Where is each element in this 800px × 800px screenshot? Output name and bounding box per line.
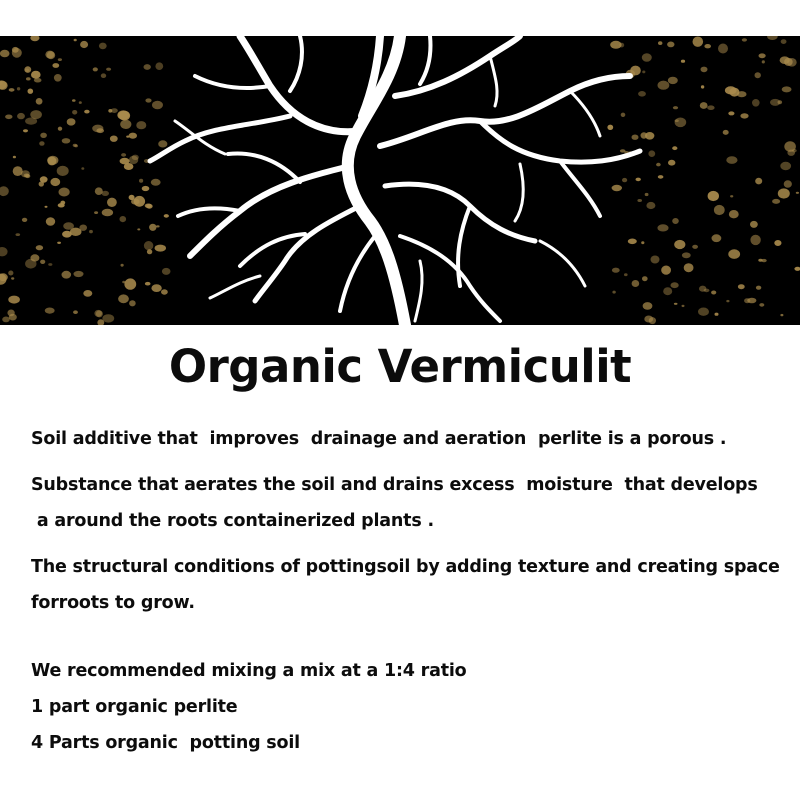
speckle-dot <box>792 149 797 153</box>
speckle-dot <box>672 218 679 224</box>
description-line-2: Substance that aerates the soil and drains excess moisture that develops <box>31 475 758 495</box>
speckle-dot <box>0 273 8 281</box>
speckle-dot <box>15 233 20 236</box>
speckle-dot <box>638 91 646 97</box>
speckle-dot <box>62 271 72 279</box>
speckle-dot <box>612 185 622 191</box>
speckle-dot <box>794 267 800 271</box>
speckle-dot <box>784 180 792 188</box>
speckle-dot <box>759 303 764 307</box>
speckle-dot <box>147 249 152 254</box>
speckle-dot <box>94 211 98 214</box>
speckle-dot <box>17 113 25 119</box>
speckle-dot <box>107 198 117 207</box>
speckle-dot <box>31 71 41 79</box>
speckle-dot <box>726 300 729 302</box>
roots-banner-image <box>0 36 800 325</box>
speckle-dot <box>675 118 687 128</box>
speckle-dot <box>780 162 791 170</box>
speckle-dot <box>101 73 106 78</box>
speckle-dot <box>158 140 167 147</box>
speckle-dot <box>28 89 34 94</box>
speckle-dot <box>106 68 111 71</box>
speckle-dot <box>707 105 714 110</box>
speckle-dot <box>620 149 626 152</box>
speckle-dot <box>673 106 678 109</box>
speckle-dot <box>155 245 166 252</box>
speckle-dot <box>0 186 9 196</box>
speckle-dot <box>80 41 88 48</box>
speckle-dot <box>13 156 16 159</box>
speckle-dot <box>144 64 151 70</box>
speckle-dot <box>30 36 39 41</box>
speckle-dot <box>780 314 783 316</box>
speckle-dot <box>111 108 118 113</box>
speckle-dot <box>67 118 76 125</box>
speckle-dot <box>780 56 790 64</box>
speckle-dot <box>698 308 709 316</box>
speckle-dot <box>668 160 675 166</box>
speckle-dot <box>2 317 10 323</box>
speckle-dot <box>675 119 679 122</box>
mix-ratio-line-soil: 4 Parts organic potting soil <box>31 733 300 753</box>
speckle-dot <box>756 286 761 290</box>
speckle-dot <box>13 166 23 176</box>
speckle-dot <box>132 155 139 160</box>
speckle-dot <box>57 242 61 244</box>
speckle-dot <box>47 156 58 165</box>
page-title: Organic Vermiculit <box>168 340 632 393</box>
speckle-dot <box>139 179 143 183</box>
recommendation-line: We recommended mixing a mix at a 1:4 ratio <box>31 661 467 681</box>
speckle-dot <box>89 230 93 233</box>
speckle-dot <box>622 178 627 182</box>
speckle-dot <box>667 42 674 48</box>
speckle-dot <box>772 199 780 204</box>
speckle-dot <box>7 310 14 317</box>
speckle-dot <box>692 245 698 249</box>
speckle-dot <box>120 120 131 129</box>
speckle-dot <box>45 206 48 208</box>
speckle-dot <box>121 264 124 267</box>
speckle-dot <box>81 167 84 170</box>
speckle-dot <box>708 191 719 201</box>
speckle-dot <box>99 43 107 50</box>
speckle-dot <box>94 310 102 317</box>
speckle-dot <box>725 86 737 94</box>
speckle-dot <box>657 224 668 231</box>
speckle-dot <box>36 245 43 250</box>
speckle-dot <box>155 62 163 70</box>
speckle-dot <box>712 234 722 242</box>
speckle-dot <box>84 110 89 114</box>
speckle-dot <box>52 63 59 68</box>
speckle-dot <box>704 44 711 48</box>
speckle-dot <box>636 178 641 182</box>
speckle-dot <box>60 201 65 205</box>
speckle-dot <box>658 41 662 45</box>
speckle-dot <box>25 259 36 269</box>
speckle-dot <box>651 256 660 264</box>
speckle-dot <box>759 53 766 58</box>
speckle-dot <box>79 101 82 104</box>
speckle-dot <box>624 273 628 276</box>
speckle-dot <box>642 53 652 62</box>
speckle-dot <box>162 268 171 275</box>
speckle-dot <box>129 300 136 306</box>
speckle-dot <box>102 314 114 322</box>
speckle-dot <box>72 99 76 102</box>
speckle-dot <box>70 228 82 236</box>
speckle-dot <box>58 58 62 61</box>
speckle-dot <box>728 249 740 259</box>
speckle-dot <box>728 111 734 115</box>
speckle-dot <box>137 228 140 230</box>
speckle-dot <box>0 247 8 256</box>
speckle-dot <box>701 85 704 88</box>
speckle-dot <box>22 218 27 222</box>
speckle-dot <box>699 286 706 292</box>
speckle-dot <box>761 259 766 262</box>
speckle-dot <box>50 178 60 186</box>
speckle-dot <box>12 48 22 58</box>
speckle-dot <box>730 195 733 197</box>
speckle-dot <box>152 101 163 110</box>
speckle-dot <box>612 291 615 294</box>
speckle-dot <box>129 133 137 139</box>
speckle-dot <box>5 115 12 120</box>
speckle-dot <box>54 74 62 82</box>
speckle-dot <box>57 166 69 176</box>
speckle-dot <box>738 284 745 289</box>
speckle-dot <box>151 179 161 186</box>
speckle-dot <box>700 102 708 109</box>
speckle-dot <box>755 72 761 78</box>
roots-illustration <box>0 36 800 325</box>
speckle-dot <box>40 260 45 264</box>
speckle-dot <box>782 86 792 92</box>
speckle-dot <box>645 132 654 140</box>
speckle-dot <box>121 153 126 157</box>
speckle-dot <box>718 44 728 54</box>
speckle-dot <box>796 192 799 194</box>
speckle-dot <box>672 146 677 150</box>
speckle-dot <box>122 281 125 284</box>
speckle-dot <box>682 305 685 307</box>
speckle-dot <box>774 240 781 246</box>
description-line-5: forroots to grow. <box>31 593 195 613</box>
speckle-dot <box>641 241 644 244</box>
speckle-dot <box>619 43 624 48</box>
description-line-3: a around the roots containerized plants . <box>31 511 434 531</box>
speckle-dot <box>643 302 653 310</box>
speckle-dot <box>701 67 708 73</box>
speckle-dot <box>110 136 118 142</box>
speckle-dot <box>656 163 661 167</box>
speckle-dot <box>102 209 113 217</box>
speckle-dot <box>681 60 685 63</box>
speckle-dot <box>74 271 84 277</box>
speckle-dot <box>607 125 613 130</box>
speckle-dot <box>645 193 649 196</box>
speckle-dot <box>30 110 42 119</box>
speckle-dot <box>134 196 145 207</box>
root-branches <box>150 36 640 325</box>
speckle-dot <box>156 225 160 227</box>
speckle-dot <box>644 316 653 323</box>
speckle-dot <box>632 280 640 287</box>
speckle-dot <box>62 138 71 143</box>
speckle-dot <box>149 224 156 231</box>
mix-ratio-line-perlite: 1 part organic perlite <box>31 697 238 717</box>
speckle-dot <box>118 294 129 303</box>
speckle-dot <box>145 204 152 209</box>
speckle-dot <box>750 221 758 228</box>
speckle-dot <box>9 88 15 92</box>
speckle-dot <box>151 284 161 292</box>
speckle-dot <box>729 210 739 218</box>
speckle-dot <box>642 71 645 74</box>
speckle-dot <box>693 37 704 47</box>
speckle-dot <box>136 121 146 129</box>
speckle-dot <box>646 202 655 209</box>
speckle-dot <box>83 290 92 297</box>
speckle-dot <box>144 241 153 250</box>
speckle-dot <box>129 195 135 200</box>
speckle-dot <box>34 78 42 83</box>
speckle-dot <box>750 235 760 245</box>
speckle-dot <box>161 289 168 294</box>
speckle-dot <box>46 217 55 226</box>
speckle-dot <box>8 271 13 276</box>
speckle-dot <box>8 296 20 304</box>
speckle-dot <box>36 98 43 105</box>
description-line-1: Soil additive that improves drainage and aeration perlite is a porous . <box>31 429 727 449</box>
speckle-dot <box>661 266 671 275</box>
speckle-dot <box>142 186 150 191</box>
speckle-dot <box>682 252 691 258</box>
speckle-dot <box>72 110 77 115</box>
speckle-dot <box>747 298 756 304</box>
speckle-dot <box>48 263 52 266</box>
speckle-dot <box>39 181 44 186</box>
speckle-dot <box>674 240 685 249</box>
speckle-dot <box>124 278 136 289</box>
speckle-dot <box>762 60 765 63</box>
speckle-dot <box>164 214 169 218</box>
speckle-dot <box>671 282 679 288</box>
speckle-dot <box>11 277 14 279</box>
speckle-dot <box>663 287 672 295</box>
speckle-dot <box>74 39 77 42</box>
speckle-dot <box>93 67 98 71</box>
speckle-dot <box>668 77 678 84</box>
speckle-dot <box>658 81 670 90</box>
speckle-dot <box>92 125 103 133</box>
speckle-dot <box>755 178 762 185</box>
speckle-dot <box>648 150 655 157</box>
speckle-dot <box>742 38 747 41</box>
speckle-dot <box>723 130 729 135</box>
speckle-dot <box>711 291 716 295</box>
speckle-dot <box>40 133 47 138</box>
speckle-dot <box>73 310 78 314</box>
speckle-dot <box>120 158 130 165</box>
speckle-dot <box>658 175 664 179</box>
speckle-dot <box>0 50 10 58</box>
speckle-dot <box>740 113 748 118</box>
speckle-dot <box>612 268 620 273</box>
speckle-dot <box>45 308 55 314</box>
speckle-dot <box>95 187 103 195</box>
speckle-dot <box>26 77 31 80</box>
speckle-dot <box>45 51 54 59</box>
speckle-dot <box>684 263 694 272</box>
speckle-dot <box>23 129 28 132</box>
description-line-4: The structural conditions of pottingsoil by adding texture and creating space <box>31 557 780 577</box>
speckle-dot <box>726 156 737 164</box>
speckle-dot <box>145 98 151 102</box>
speckle-dot <box>637 199 642 202</box>
speckle-dot <box>778 100 783 104</box>
speckle-dot <box>642 276 648 281</box>
speckle-dot <box>715 313 719 316</box>
speckle-dot <box>714 205 725 215</box>
speckle-dot <box>767 36 778 40</box>
speckle-dot <box>781 39 787 44</box>
speckle-dot <box>752 99 760 107</box>
speckle-dot <box>778 188 790 198</box>
speckle-dot <box>632 135 639 140</box>
speckle-dot <box>120 216 127 222</box>
speckle-dot <box>24 66 31 73</box>
speckle-dot <box>59 188 70 197</box>
speckle-dot <box>117 110 129 119</box>
speckle-dot <box>39 141 44 146</box>
speckle-dot <box>674 303 678 305</box>
speckle-dot <box>628 239 637 245</box>
speckle-dot <box>621 113 626 117</box>
speckle-dot <box>17 87 20 90</box>
speckle-dot <box>58 127 62 131</box>
speckle-dot <box>145 282 151 286</box>
speckle-dot <box>73 144 77 147</box>
